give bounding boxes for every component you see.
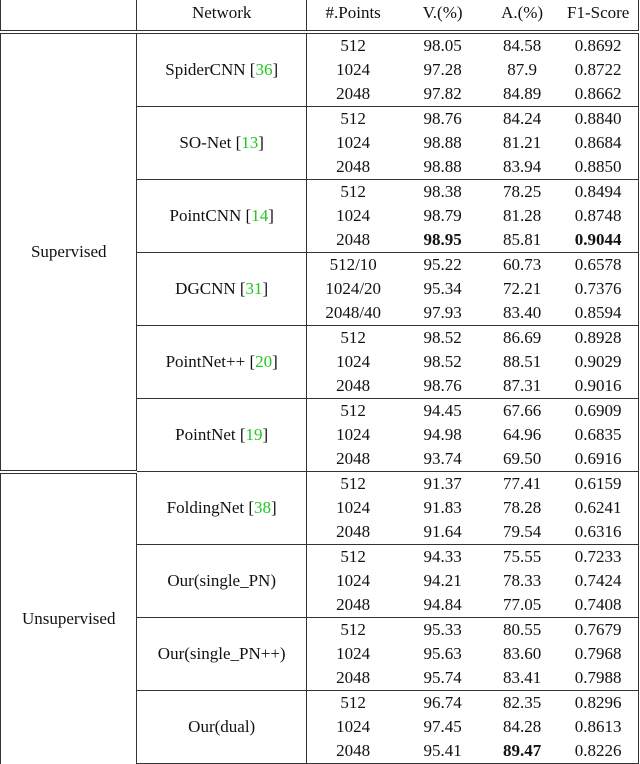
value: 78.28 [502,498,542,517]
value: 2048 [336,449,371,468]
value: 83.60 [502,644,542,663]
network-name [137,32,306,107]
value: 98.05 [423,36,462,55]
network-label: FoldingNet [ [166,498,255,517]
v-cell [399,399,485,424]
f1-cell [558,691,638,716]
points-cell [306,642,399,666]
value: 0.8928 [574,328,622,347]
a-cell [486,58,559,82]
a-cell [486,82,559,107]
value: 83.94 [502,157,542,176]
a-cell [486,618,559,643]
f1-cell [558,642,638,666]
header-row [1,0,639,32]
value: 0.7679 [574,620,622,639]
header-f1: F1-Score [558,0,638,32]
a-cell [486,545,559,570]
value: 95.22 [423,255,462,274]
f1-cell [558,618,638,643]
value: 0.8684 [574,133,622,152]
a-cell [486,447,559,472]
value: 98.52 [423,328,462,347]
value: 512 [340,693,366,712]
value: 91.37 [423,474,462,493]
value: 0.7408 [574,595,622,614]
value: 1024 [336,717,371,736]
value: 0.7968 [574,644,622,663]
points-cell [306,58,399,82]
f1-cell [558,32,638,58]
a-cell [486,180,559,205]
value: 98.76 [423,376,462,395]
citation-bracket: ] [268,206,274,225]
best-value: 0.9044 [574,230,622,249]
a-cell [486,715,559,739]
value: 78.33 [502,571,542,590]
f1-cell [558,58,638,82]
value: 96.74 [423,693,462,712]
points-cell [306,204,399,228]
value: 512 [340,620,366,639]
table-row [1,32,639,58]
v-cell [399,447,485,472]
points-cell [306,399,399,424]
v-cell [399,107,485,132]
points-cell [306,520,399,545]
value: 87.31 [502,376,542,395]
value: 0.8613 [574,717,622,736]
value: 0.8692 [574,36,622,55]
points-cell [306,374,399,399]
value: 75.55 [502,547,542,566]
network-name [137,472,306,545]
header-v: V.(%) [422,3,463,22]
value: 1024 [336,571,371,590]
value: 512/10 [329,255,377,274]
value: 78.25 [502,182,542,201]
f1-cell [558,399,638,424]
value: 1024 [336,133,371,152]
f1-cell [558,155,638,180]
value: 0.8226 [574,741,622,760]
points-cell [306,301,399,326]
v-cell [399,666,485,691]
category-label: Unsupervised [1,472,137,764]
value: 97.28 [423,60,462,79]
value: 77.05 [502,595,542,614]
network-label: Our(single_PN++) [157,644,286,663]
value: 84.28 [502,717,542,736]
v-cell [399,496,485,520]
value: 0.8662 [574,84,622,103]
network-name [137,545,306,618]
citation-bracket: ] [271,498,277,517]
points-cell [306,277,399,301]
network-label: SO-Net [ [179,133,242,152]
a-cell [486,326,559,351]
points-cell [306,691,399,716]
citation-bracket: ] [262,279,269,298]
points-cell [306,569,399,593]
f1-cell [558,739,638,764]
points-cell [306,131,399,155]
value: 60.73 [502,255,542,274]
value: 0.8840 [574,109,622,128]
value: 2048 [336,595,371,614]
citation-bracket: ] [262,425,269,444]
header-points: #.Points [325,3,381,22]
value: 81.21 [502,133,542,152]
v-cell [399,423,485,447]
points-cell [306,32,399,58]
value: 98.76 [423,109,462,128]
a-cell [486,277,559,301]
value: 0.8296 [574,693,622,712]
f1-cell [558,520,638,545]
best-value: 98.95 [423,230,462,249]
value: 95.74 [423,668,462,687]
f1-cell [558,253,638,278]
points-cell [306,739,399,764]
value: 0.9029 [574,352,622,371]
value: 512 [340,547,366,566]
v-cell [399,131,485,155]
network-label: DGCNN [ [175,279,246,298]
a-cell [486,472,559,497]
f1-cell [558,228,638,253]
citation-link[interactable]: 31 [245,279,263,298]
v-cell [399,301,485,326]
a-cell [486,520,559,545]
f1-cell [558,180,638,205]
value: 98.79 [423,206,462,225]
v-cell [399,32,485,58]
value: 97.82 [423,84,462,103]
value: 69.50 [502,449,542,468]
points-cell [306,350,399,374]
f1-cell [558,131,638,155]
value: 94.98 [423,425,462,444]
value: 2048 [336,376,371,395]
value: 512 [340,474,366,493]
value: 1024 [336,352,371,371]
value: 2048 [336,157,371,176]
value: 87.9 [507,60,537,79]
points-cell [306,472,399,497]
v-cell [399,691,485,716]
value: 95.34 [423,279,462,298]
value: 2048 [336,84,371,103]
value: 97.93 [423,303,462,322]
value: 95.63 [423,644,462,663]
v-cell [399,58,485,82]
points-cell [306,82,399,107]
v-cell [399,642,485,666]
best-value: 89.47 [502,741,542,760]
value: 72.21 [502,279,542,298]
value: 82.35 [502,693,542,712]
citation-link[interactable]: 13 [241,133,259,152]
f1-cell [558,350,638,374]
citation-link[interactable]: 20 [255,352,273,371]
value: 0.8594 [574,303,622,322]
value: 0.8494 [574,182,622,201]
value: 80.55 [502,620,542,639]
f1-cell [558,277,638,301]
value: 0.6835 [574,425,622,444]
a-cell [486,32,559,58]
value: 98.38 [423,182,462,201]
value: 79.54 [502,522,542,541]
value: 95.41 [423,741,462,760]
a-cell [486,496,559,520]
value: 95.33 [423,620,462,639]
table-body [1,32,639,764]
v-cell [399,593,485,618]
value: 98.52 [423,352,462,371]
f1-cell [558,569,638,593]
f1-cell [558,204,638,228]
network-label: Our(dual) [188,717,256,736]
network-label: PointCNN [ [169,206,252,225]
points-cell [306,593,399,618]
points-cell [306,107,399,132]
points-cell [306,253,399,278]
network-label: PointNet [ [175,425,246,444]
value: 2048 [336,522,371,541]
f1-cell [558,496,638,520]
value: 2048 [336,230,371,249]
value: 512 [340,182,366,201]
value: 0.6241 [574,498,622,517]
value: 94.33 [423,547,462,566]
f1-cell [558,107,638,132]
v-cell [399,228,485,253]
value: 94.21 [423,571,462,590]
points-cell [306,326,399,351]
a-cell [486,155,559,180]
value: 98.88 [423,157,462,176]
value: 2048 [336,741,371,760]
value: 85.81 [502,230,542,249]
value: 512 [340,328,366,347]
v-cell [399,520,485,545]
a-cell [486,569,559,593]
network-name [137,326,306,399]
value: 84.89 [502,84,542,103]
value: 0.8850 [574,157,622,176]
citation-bracket: ] [258,133,264,152]
value: 83.41 [502,668,542,687]
value: 1024 [336,498,371,517]
f1-cell [558,472,638,497]
a-cell [486,131,559,155]
a-cell [486,350,559,374]
value: 512 [340,401,366,420]
network-name [137,107,306,180]
value: 98.88 [423,133,462,152]
f1-cell [558,545,638,570]
v-cell [399,253,485,278]
header-a: A.(%) [501,3,544,22]
network-name [137,180,306,253]
value: 0.7376 [574,279,622,298]
value: 0.8748 [574,206,622,225]
v-cell [399,277,485,301]
value: 77.41 [502,474,542,493]
value: 67.66 [502,401,542,420]
value: 83.40 [502,303,542,322]
citation-link[interactable]: 14 [251,206,269,225]
f1-cell [558,374,638,399]
a-cell [486,593,559,618]
a-cell [486,666,559,691]
network-name [137,691,306,764]
value: 88.51 [502,352,542,371]
citation-link[interactable]: 19 [245,425,263,444]
network-label: Our(single_PN) [167,571,276,590]
points-cell [306,447,399,472]
v-cell [399,326,485,351]
a-cell [486,691,559,716]
citation-link[interactable]: 36 [255,60,273,79]
v-cell [399,739,485,764]
value: 1024 [336,60,371,79]
v-cell [399,569,485,593]
value: 93.74 [423,449,462,468]
value: 512 [340,36,366,55]
a-cell [486,423,559,447]
points-cell [306,545,399,570]
value: 0.6909 [574,401,622,420]
value: 91.64 [423,522,462,541]
f1-cell [558,326,638,351]
f1-cell [558,447,638,472]
network-label: SpiderCNN [ [165,60,256,79]
value: 97.45 [423,717,462,736]
value: 0.7233 [574,547,622,566]
category-label: Supervised [1,32,137,472]
points-cell [306,666,399,691]
v-cell [399,180,485,205]
a-cell [486,204,559,228]
v-cell [399,82,485,107]
value: 0.6578 [574,255,622,274]
a-cell [486,301,559,326]
v-cell [399,155,485,180]
value: 86.69 [502,328,542,347]
points-cell [306,180,399,205]
value: 0.6916 [574,449,622,468]
network-label: PointNet++ [ [165,352,256,371]
value: 64.96 [502,425,542,444]
f1-cell [558,301,638,326]
v-cell [399,472,485,497]
points-cell [306,423,399,447]
value: 0.8722 [574,60,622,79]
v-cell [399,374,485,399]
f1-cell [558,715,638,739]
v-cell [399,618,485,643]
network-name [137,399,306,472]
a-cell [486,642,559,666]
f1-cell [558,423,638,447]
header-network: Network [137,0,306,32]
citation-link[interactable]: 38 [254,498,272,517]
value: 512 [340,109,366,128]
points-cell [306,155,399,180]
value: 1024 [336,425,371,444]
points-cell [306,715,399,739]
citation-bracket: ] [272,352,278,371]
value: 2048/40 [325,303,382,322]
value: 81.28 [502,206,542,225]
value: 2048 [336,668,371,687]
network-name [137,253,306,326]
value: 1024 [336,644,371,663]
value: 94.45 [423,401,462,420]
v-cell [399,715,485,739]
points-cell [306,228,399,253]
value: 0.9016 [574,376,622,395]
points-cell [306,496,399,520]
value: 0.6159 [574,474,622,493]
v-cell [399,545,485,570]
v-cell [399,350,485,374]
f1-cell [558,593,638,618]
value: 1024/20 [325,279,382,298]
citation-bracket: ] [272,60,279,79]
network-name [137,618,306,691]
f1-cell [558,82,638,107]
a-cell [486,228,559,253]
table-row [1,472,639,497]
value: 0.7424 [574,571,622,590]
points-cell [306,618,399,643]
a-cell [486,374,559,399]
a-cell [486,399,559,424]
a-cell [486,739,559,764]
value: 0.7988 [574,668,622,687]
a-cell [486,253,559,278]
value: 84.24 [502,109,542,128]
value: 94.84 [423,595,462,614]
header-category [1,0,137,32]
value: 1024 [336,206,371,225]
value: 84.58 [502,36,542,55]
f1-cell [558,666,638,691]
value: 91.83 [423,498,462,517]
v-cell [399,204,485,228]
value: 0.6316 [574,522,622,541]
a-cell [486,107,559,132]
